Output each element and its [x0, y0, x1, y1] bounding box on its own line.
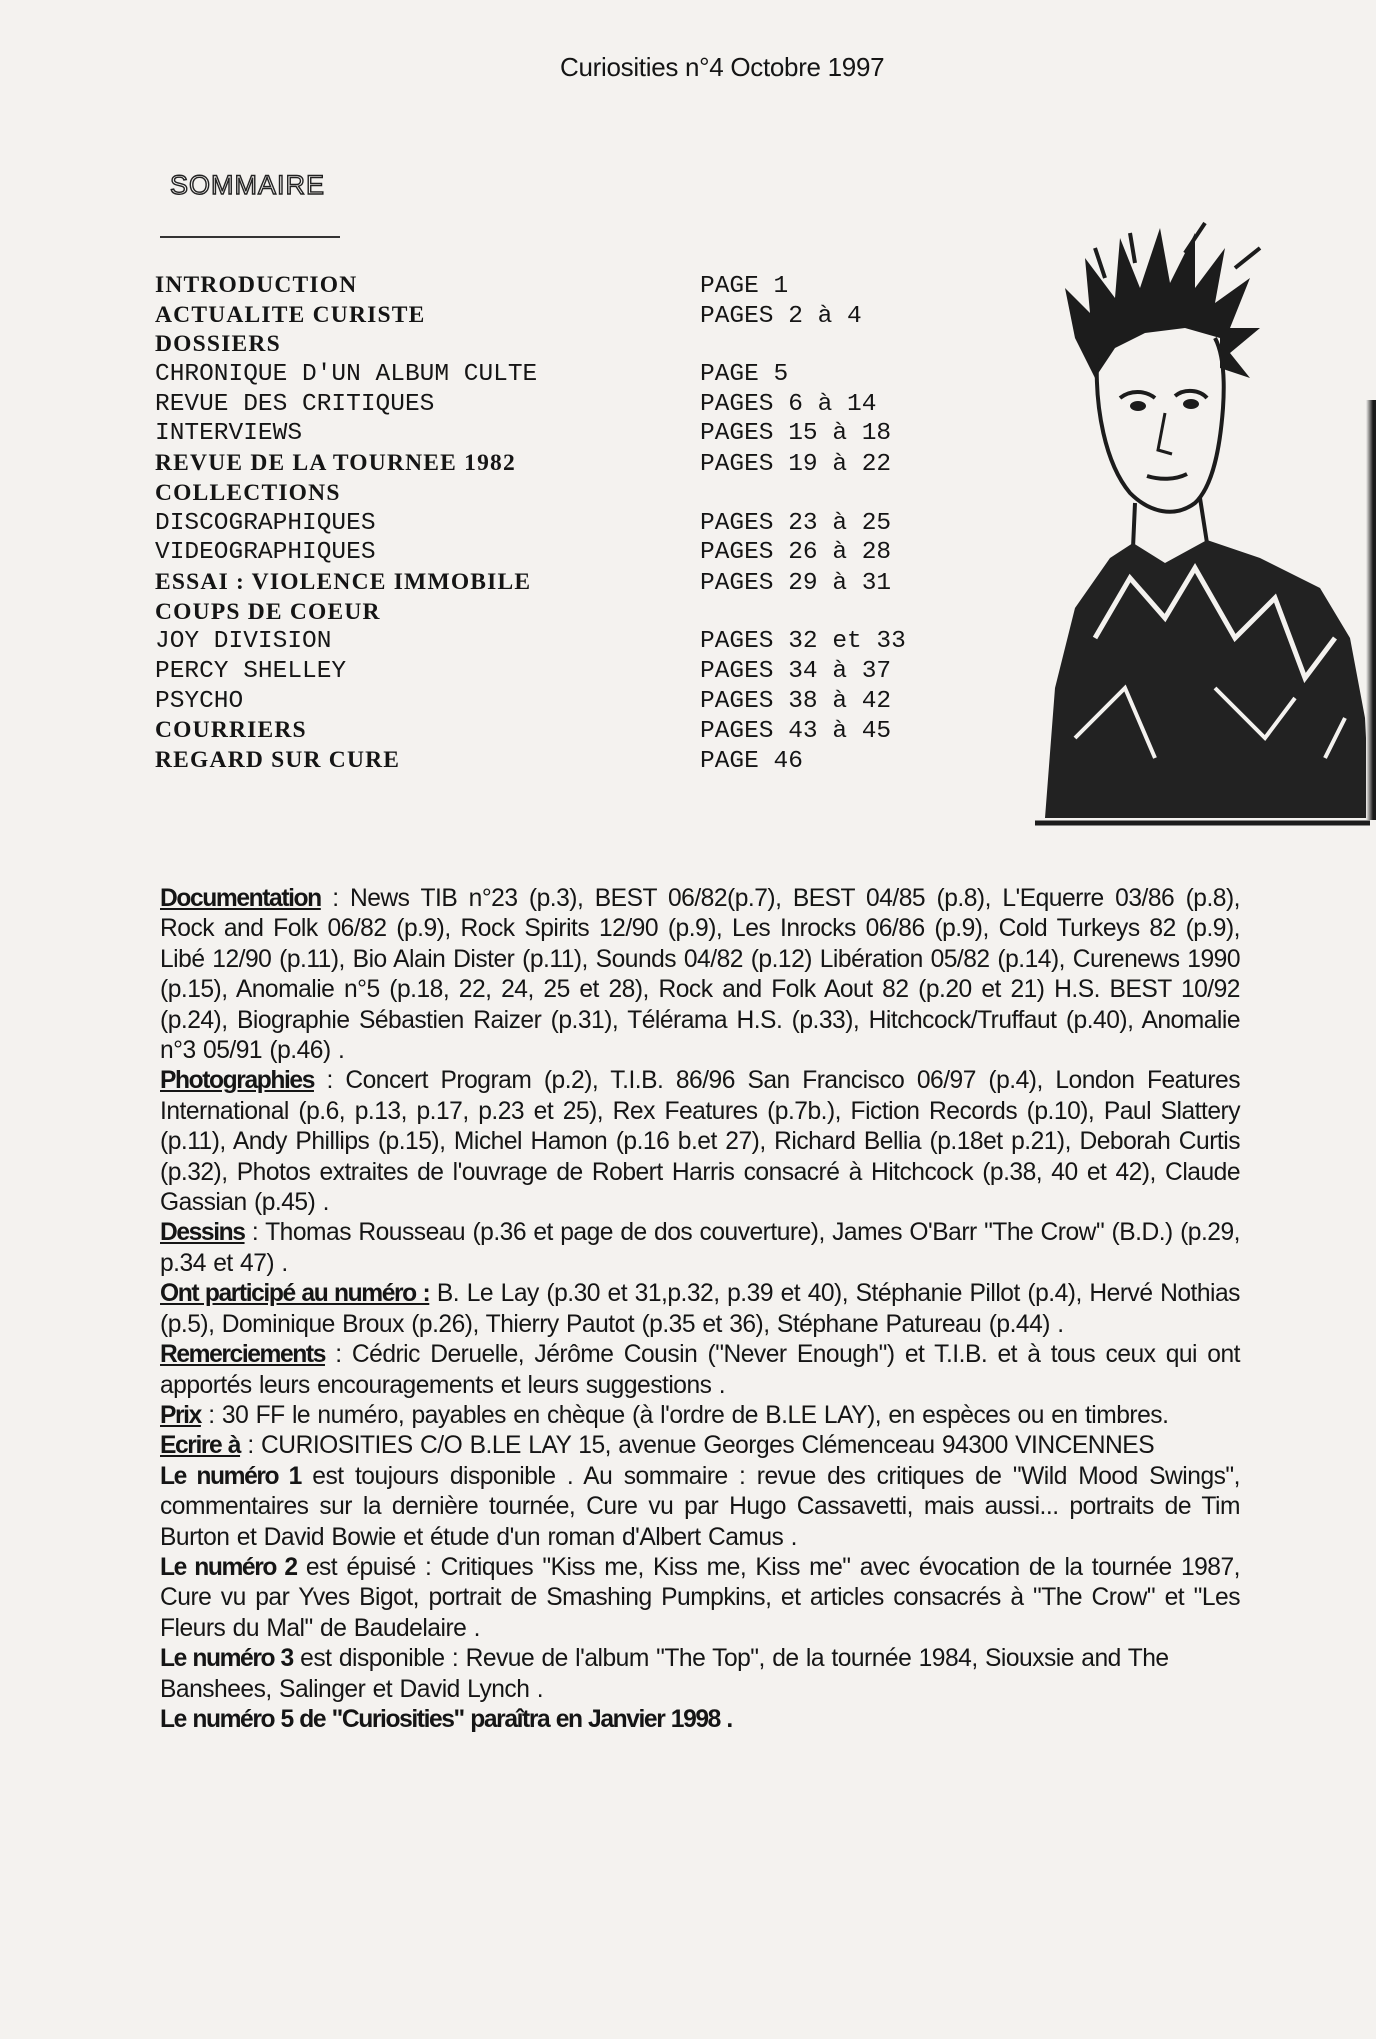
portrait-illustration [1035, 218, 1370, 828]
remerciements-label: Remerciements [160, 1341, 325, 1369]
toc-row [155, 272, 975, 302]
toc-row [155, 510, 975, 540]
toc-title: COUPS DE COEUR [155, 598, 381, 625]
ecrire-text: CURIOSITIES C/O B.LE LAY 15, avenue Georges Clémenceau 94300 VINCENNES [261, 1432, 1155, 1460]
toc-row [155, 480, 975, 510]
toc-row [155, 688, 975, 718]
toc-title: ESSAI : VIOLENCE IMMOBILE [155, 568, 532, 595]
ecrire-paragraph: Ecrire à : CURIOSITIES C/O B.LE LAY 15, avenue Georges Clémenceau 94300 VINCENNES [160, 1432, 1155, 1460]
participants-text: B. Le Lay (p.30 et 31,p.32, p.39 et 40), Stéphanie Pillot (p.4), Hervé Nothias (p.5), Dominique Broux (p.26), Thierry Pautot (p.35 et 36), Stéphane Patureau (p.44) . [160, 1280, 1240, 1338]
scan-edge-shadow [1366, 400, 1376, 820]
toc-title: PERCY SHELLEY [155, 657, 347, 685]
toc-title: COLLECTIONS [155, 479, 341, 506]
toc-page: PAGES 19 à 22 [700, 451, 892, 479]
numero2-text: est épuisé : Critiques "Kiss me, Kiss me, Kiss me" avec évocation de la tournée 1987, Cure vu par Yves Bigot, portrait de Smashing Pumpkins, et articles consacrés à "The Crow" et "Les Fleurs du Mal" de Baudelaire . [160, 1553, 1240, 1642]
toc-row [155, 717, 975, 747]
dessins-text: Thomas Rousseau (p.36 et page de dos couverture), James O'Barr "The Crow" (B.D.) (p.29, p.34 et 47) . [160, 1219, 1240, 1277]
dessins-paragraph: Dessins : Thomas Rousseau (p.36 et page de dos couverture), James O'Barr "The Crow" (B.D.) (p.29, p.34 et 47) . [160, 1219, 1240, 1277]
toc-row [155, 391, 975, 421]
toc-title: DOSSIERS [155, 331, 281, 358]
sommaire-title: SOMMAIRE [170, 170, 326, 200]
documentation-text: News TIB n°23 (p.3), BEST 06/82(p.7), BEST 04/85 (p.8), L'Equerre 03/86 (p.8), Rock and Folk 06/82 (p.9), Rock Spirits 12/90 (p.9), Les Inrocks 06/86 (p.9), Cold Turkeys 82 (p.9), Libé 12/90 (p.11), Bio Alain Dister (p.11), Sounds 04/82 (p.12) Libération 05/82 (p.14), Curenews 1990 (p.15), Anomalie n°5 (p.18, 22, 24, 25 et 28), Rock and Folk Aout 82 (p.20 et 21) H.S. BEST 10/92 (p.24), Biographie Sébastien Raizer (p.31), Télérama H.S. (p.33), Hitchcock/Truffaut (p.40), Anomalie n°3 05/91 (p.46) . [160, 885, 1241, 1065]
photographies-paragraph: Photographies : Concert Program (p.2), T.I.B. 86/96 San Francisco 06/97 (p.4), London Features International (p.6, p.13, p.17, p.23 et 25), Rex Features (p.7b.), Fiction Records (p.10), Paul Slattery (p.11), Andy Phillips (p.15), Michel Hamon (p.16 b.et 27), Richard Bellia (p.18et p.21), Deborah Curtis (p.32), Photos extraites de l'ouvrage de Robert Harris consacré à Hitchcock (p.38, 40 et 42), Claude Gassian (p.45) . [160, 1067, 1240, 1217]
issue-header: Curiosities n°4 Octobre 1997 [560, 52, 885, 82]
numero5-announcement: Le numéro 5 de "Curiosities" paraîtra en Janvier 1998 . [160, 1705, 732, 1733]
toc-page: PAGE 46 [700, 748, 803, 775]
prix-paragraph: Prix : 30 FF le numéro, payables en chèque (à l'ordre de B.LE LAY), en espèces ou en timbres. [160, 1401, 1169, 1429]
toc-row [155, 361, 975, 391]
photographies-label: Photographies [160, 1067, 314, 1095]
toc-title: REGARD SUR CURE [155, 747, 401, 773]
toc-page: PAGES 29 à 31 [700, 569, 892, 597]
toc-page: PAGES 34 à 37 [700, 657, 892, 685]
numero1-label: Le numéro 1 [160, 1462, 301, 1490]
toc-row [155, 450, 975, 480]
toc-page: PAGES 32 et 33 [700, 628, 906, 656]
toc-row [155, 420, 975, 450]
toc-page: PAGES 23 à 25 [700, 509, 892, 537]
numero1-text: est toujours disponible . Au sommaire : revue des critiques de "Wild Mood Swings", commentaires sur la dernière tournée, Cure vu par Hugo Cassavetti, mais aussi... portraits de Tim Burton et David Bowie et étude d'un roman d'Albert Camus . [160, 1462, 1240, 1551]
toc-page: PAGE 5 [700, 361, 789, 389]
toc-title: INTRODUCTION [155, 272, 358, 298]
title-underline [160, 236, 340, 238]
toc-page: PAGES 43 à 45 [700, 718, 892, 746]
toc-title: DISCOGRAPHIQUES [155, 509, 376, 537]
toc-title: VIDEOGRAPHIQUES [155, 539, 376, 567]
toc-title: JOY DIVISION [155, 628, 332, 656]
toc-title: CHRONIQUE D'UN ALBUM CULTE [155, 361, 538, 389]
toc-title: INTERVIEWS [155, 420, 303, 448]
toc-page: PAGES 38 à 42 [700, 687, 892, 715]
prix-label: Prix [160, 1401, 201, 1429]
numero2-paragraph [160, 1553, 1240, 1644]
toc-title: REVUE DE LA TOURNEE 1982 [155, 450, 516, 477]
numero2-label: Le numéro 2 [160, 1553, 297, 1581]
numero3-label: Le numéro 3 [160, 1645, 293, 1673]
toc-page: PAGES 26 à 28 [700, 539, 892, 567]
remerciements-paragraph: Remerciements : Cédric Deruelle, Jérôme Cousin ("Never Enough") et T.I.B. et à tous ceux qui ont apportés leurs encouragements et leurs suggestions . [160, 1341, 1240, 1399]
toc-page: PAGES 6 à 14 [700, 390, 877, 418]
ecrire-label: Ecrire à [160, 1432, 241, 1460]
toc-title: PSYCHO [155, 687, 244, 715]
toc-title: COURRIERS [155, 717, 307, 744]
numero3-paragraph [160, 1644, 1240, 1705]
toc-title: REVUE DES CRITIQUES [155, 390, 435, 418]
toc-row [155, 599, 975, 629]
photographies-text: Concert Program (p.2), T.I.B. 86/96 San Francisco 06/97 (p.4), London Features International (p.6, p.13, p.17, p.23 et 25), Rex Features (p.7b.), Fiction Records (p.10), Paul Slattery (p.11), Andy Phillips (p.15), Michel Hamon (p.16 b.et 27), Richard Bellia (p.18et p.21), Deborah Curtis (p.32), Photos extraites de l'ouvrage de Robert Harris consacré à Hitchcock (p.38, 40 et 42), Claude Gassian (p.45) . [160, 1067, 1240, 1217]
documentation-label: Documentation [160, 885, 321, 912]
toc-row [155, 569, 975, 599]
toc-row [155, 628, 975, 658]
toc-title: ACTUALITE CURISTE [155, 301, 426, 328]
toc-row [155, 658, 975, 688]
toc-page: PAGE 1 [700, 273, 789, 300]
toc-page: PAGES 2 à 4 [700, 302, 862, 330]
participants-paragraph [160, 1279, 1240, 1340]
numero1-paragraph [160, 1462, 1240, 1553]
credits-block [160, 884, 1240, 1735]
toc-row [155, 539, 975, 569]
table-of-contents [155, 272, 975, 777]
toc-row [155, 331, 975, 361]
numero3-text: est disponible : Revue de l'album "The Top", de la tournée 1984, Siouxsie and The Banshees, Salinger et David Lynch . [160, 1645, 1169, 1703]
toc-page: PAGES 15 à 18 [700, 420, 892, 448]
remerciements-text: Cédric Deruelle, Jérôme Cousin ("Never Enough") et T.I.B. et à tous ceux qui ont apportés leurs encouragements et leurs suggestions . [160, 1341, 1240, 1399]
documentation-paragraph: Documentation : News TIB n°23 (p.3), BEST 06/82(p.7), BEST 04/85 (p.8), L'Equerre 03/86 (p.8), Rock and Folk 06/82 (p.9), Rock Spirits 12/90 (p.9), Les Inrocks 06/86 (p.9), Cold Turkeys 82 (p.9), Libé 12/90 (p.11), Bio Alain Dister (p.11), Sounds 04/82 (p.12) Libération 05/82 (p.14), Curenews 1990 (p.15), Anomalie n°5 (p.18, 22, 24, 25 et 28), Rock and Folk Aout 82 (p.20 et 21) H.S. BEST 10/92 (p.24), Biographie Sébastien Raizer (p.31), Télérama H.S. (p.33), Hitchcock/Truffaut (p.40), Anomalie n°3 05/91 (p.46) . [160, 885, 1241, 1065]
dessins-label: Dessins [160, 1219, 245, 1247]
participants-label: Ont participé au numéro : [160, 1280, 430, 1308]
prix-text: 30 FF le numéro, payables en chèque (à l'ordre de B.LE LAY), en espèces ou en timbres. [221, 1401, 1169, 1429]
toc-row [155, 302, 975, 332]
toc-row [155, 747, 975, 777]
